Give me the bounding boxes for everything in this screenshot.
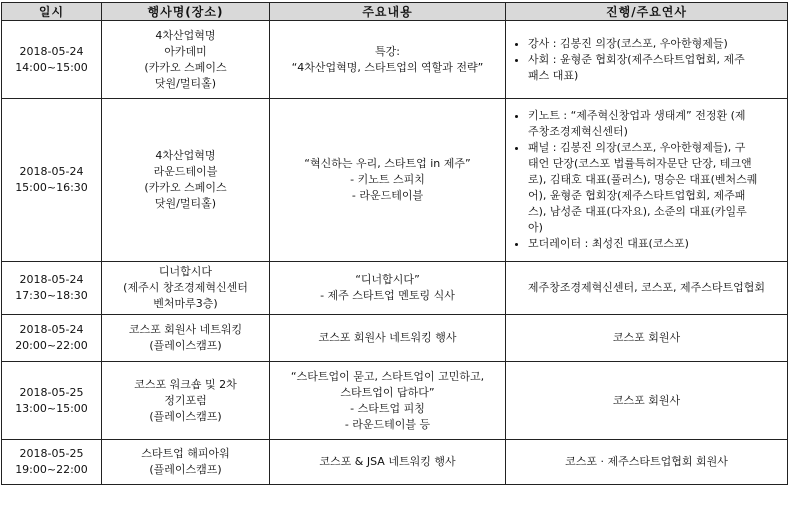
header-host: 진행/주요연사: [506, 3, 788, 21]
time-text: 17:30~18:30: [15, 289, 88, 302]
event-line: 디너합시다: [158, 265, 213, 278]
event-line: 아카데미: [164, 44, 207, 58]
event-line: 정기포럼: [164, 393, 207, 407]
content-line: 스타트업이 답하다”: [340, 385, 435, 399]
schedule-table-wrapper: [1, 2, 788, 485]
event-cell: [102, 362, 270, 440]
date-cell: [2, 315, 102, 362]
host-line: 아): [528, 221, 543, 234]
content-cell: [270, 440, 506, 485]
time-text: 20:00~22:00: [15, 339, 88, 352]
table-row: [2, 99, 788, 262]
host-cell: [506, 440, 788, 485]
event-line: 스타트업 해피아워: [141, 447, 230, 460]
content-cell: [270, 262, 506, 315]
event-line: (카카오 스페이스: [144, 60, 227, 74]
host-item: [528, 108, 783, 140]
schedule-table: [1, 2, 788, 485]
content-line: - 라운드테이블: [351, 189, 424, 202]
host-cell: [506, 362, 788, 440]
content-line: 코스포 & JSA 네트워킹 행사: [319, 455, 456, 468]
date-cell: [2, 99, 102, 262]
host-line: 주창조경제혁신센터): [528, 125, 628, 138]
date-text: 2018-05-24: [19, 323, 84, 336]
date-text: 2018-05-24: [19, 44, 84, 58]
host-line: 모더레이터 : 최성진 대표(코스포): [528, 237, 689, 250]
date-text: 2018-05-24: [19, 273, 84, 286]
date-text: 2018-05-25: [19, 385, 84, 399]
content-line: “디너합시다”: [355, 273, 420, 286]
host-cell: [506, 262, 788, 315]
content-line: 코스포 회원사 네트워킹 행사: [318, 331, 457, 344]
event-line: (제주시 창조경제혁신센터: [123, 281, 248, 294]
event-line: 4차산업혁명: [155, 149, 216, 162]
event-cell: [102, 21, 270, 99]
event-line: (플레이스캠프): [149, 339, 222, 352]
date-text: 2018-05-24: [19, 165, 84, 178]
host-item: [528, 36, 783, 52]
time-text: 15:00~16:30: [15, 181, 88, 194]
header-event: 행사명(장소): [102, 3, 270, 21]
host-line: 로), 김태호 대표(풀러스), 명승은 대표(벤처스퀘: [528, 173, 758, 186]
header-content: 주요내용: [270, 3, 506, 21]
host-line: 태언 단장(코스포 법률특허자문단 단장, 테크앤: [528, 157, 752, 170]
content-line: 특강:: [375, 44, 400, 58]
host-cell: [506, 315, 788, 362]
host-line: • 사회 : 윤형준 협회장(제주스타트업협회, 제주: [528, 52, 745, 66]
host-text: 코스포 · 제주스타트업협회 회원사: [565, 455, 728, 468]
event-cell: [102, 315, 270, 362]
host-list: [510, 36, 783, 84]
host-item: [528, 236, 783, 252]
host-line: 어), 윤형준 협회장(제주스타트업협회, 제주패: [528, 189, 746, 202]
host-line: • 패널 : 김봉진 의장(코스포, 우아한형제들), 구: [528, 141, 746, 154]
event-line: (플레이스캠프): [149, 409, 222, 423]
content-cell: [270, 315, 506, 362]
event-cell: [102, 440, 270, 485]
event-cell: [102, 99, 270, 262]
host-text: 코스포 회원사: [612, 393, 681, 407]
content-line: - 라운드테이블 등: [344, 417, 431, 431]
header-row: [2, 3, 788, 21]
content-cell: [270, 99, 506, 262]
host-cell: [506, 21, 788, 99]
content-cell: [270, 362, 506, 440]
event-line: 라운드테이블: [153, 165, 218, 178]
date-cell: [2, 21, 102, 99]
event-line: 닷원/멀티홀): [154, 76, 217, 90]
event-line: (플레이스캠프): [149, 463, 222, 476]
content-cell: [270, 21, 506, 99]
host-line: 패스 대표): [528, 68, 579, 82]
event-line: 코스포 워크숍 및 2차: [134, 377, 237, 391]
host-line: 스), 남성준 대표(다자요), 소준의 대표(카일루: [528, 205, 747, 218]
content-line: “스타트업이 묻고, 스타트업이 고민하고,: [290, 369, 485, 383]
content-line: “혁신하는 우리, 스타트업 in 제주”: [304, 157, 471, 170]
table-row: [2, 440, 788, 485]
host-text: 코스포 회원사: [612, 331, 681, 344]
time-text: 19:00~22:00: [15, 463, 88, 476]
content-line: - 키노트 스피치: [350, 173, 425, 186]
date-cell: [2, 440, 102, 485]
content-line: - 제주 스타트업 멘토링 식사: [320, 289, 455, 302]
host-text: 제주창조경제혁신센터, 코스포, 제주스타트업협회: [527, 281, 766, 294]
table-row: [2, 362, 788, 440]
event-line: 4차산업혁명: [155, 28, 216, 42]
content-line: “4차산업혁명, 스타트업의 역할과 전략”: [291, 60, 484, 74]
event-line: 벤처마루3층): [153, 297, 218, 310]
host-item: [528, 52, 783, 84]
time-text: 14:00~15:00: [15, 60, 88, 74]
host-cell: [506, 99, 788, 262]
date-text: 2018-05-25: [19, 447, 84, 460]
host-list: [510, 108, 783, 252]
time-text: 13:00~15:00: [15, 401, 88, 415]
table-row: [2, 262, 788, 315]
header-date: 일시: [2, 3, 102, 21]
event-line: 코스포 회원사 네트워킹: [128, 323, 243, 336]
date-cell: [2, 262, 102, 315]
host-line: 강사 : 김봉진 의장(코스포, 우아한형제들): [528, 36, 728, 50]
date-cell: [2, 362, 102, 440]
event-line: (카카오 스페이스: [144, 181, 227, 194]
event-line: 닷원/멀티홀): [154, 197, 217, 210]
event-cell: [102, 262, 270, 315]
table-row: [2, 21, 788, 99]
table-row: [2, 315, 788, 362]
host-line: • 키노트 : “제주혁신창업과 생태계” 전정환 (제: [528, 109, 746, 122]
content-line: - 스타트업 피칭: [350, 401, 425, 415]
host-item: [528, 140, 783, 236]
